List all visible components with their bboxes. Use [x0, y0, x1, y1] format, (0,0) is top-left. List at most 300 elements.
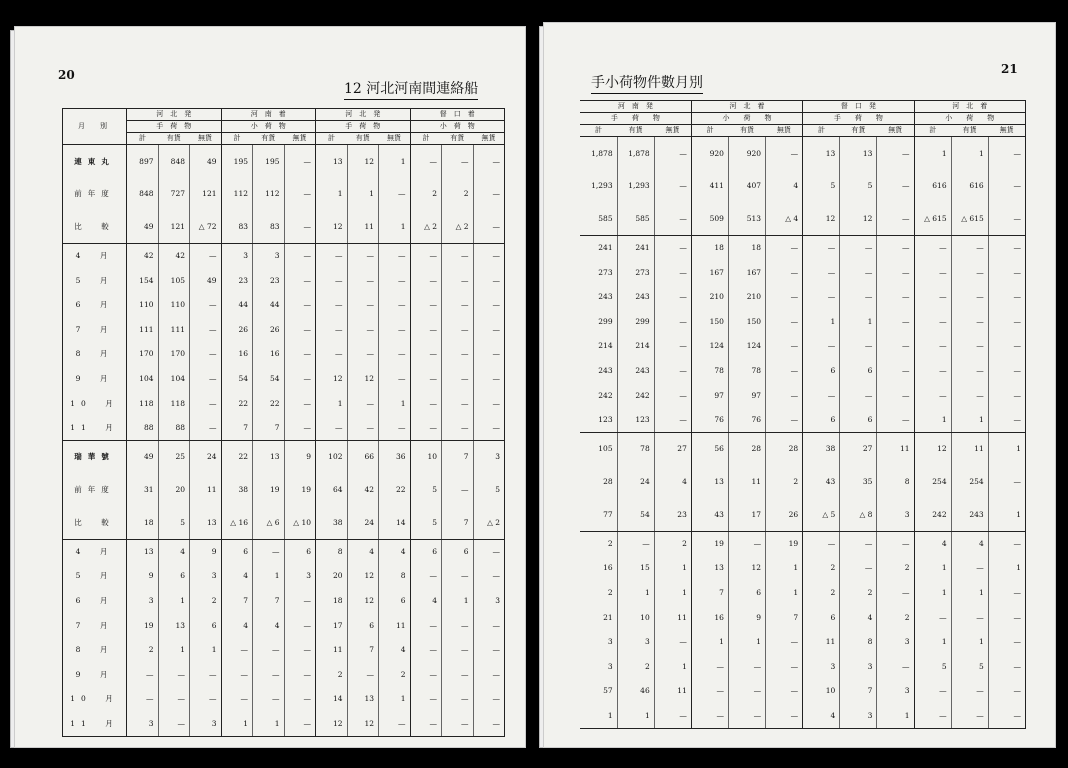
table-cell: — [877, 170, 914, 203]
table-cell: 3 [127, 588, 159, 613]
table-cell: 150 [691, 309, 728, 334]
table-cell: — [190, 391, 222, 416]
table-cell: 4 [803, 703, 840, 728]
table-cell: — [766, 679, 803, 704]
table-cell: — [473, 342, 505, 367]
table-cell: 1 [316, 178, 348, 211]
table-cell: 243 [617, 358, 654, 383]
table-cell: 17 [316, 613, 348, 638]
table-cell: 16 [580, 556, 617, 581]
table-cell: △ 72 [190, 211, 222, 244]
table-cell: — [877, 334, 914, 359]
table-cell: — [951, 605, 988, 630]
table-cell: 3 [284, 564, 316, 589]
table-cell: — [410, 687, 442, 712]
table-cell: 848 [158, 145, 190, 178]
table-cell: 13 [127, 539, 159, 564]
column-subgroup-header: 手 荷 物 [316, 121, 411, 133]
table-cell: 1 [253, 711, 285, 736]
column-header: 計 [580, 125, 617, 137]
table-row [63, 564, 505, 589]
table-cell: 4 [840, 605, 877, 630]
table-cell: — [988, 408, 1025, 433]
table-row [580, 334, 1026, 359]
table-cell: 35 [840, 465, 877, 498]
table-cell: — [442, 416, 474, 441]
table-cell: 42 [127, 244, 159, 269]
column-header: 有貨 [253, 133, 285, 145]
table-cell: 49 [190, 145, 222, 178]
table-cell: — [442, 638, 474, 663]
table-cell: 1 [988, 556, 1025, 581]
row-label: 8 月 [63, 342, 127, 367]
table-cell: — [473, 366, 505, 391]
row-label: 10 月 [63, 391, 127, 416]
table-row [63, 473, 505, 506]
table-cell: — [691, 654, 728, 679]
table-cell: — [410, 268, 442, 293]
table-cell: 3 [127, 711, 159, 736]
page-number: 21 [1001, 62, 1018, 76]
table-row [63, 178, 505, 211]
column-group-header: 督 口 着 [410, 109, 505, 121]
table-cell: 1 [766, 556, 803, 581]
table-cell: 2 [803, 580, 840, 605]
header-row [580, 101, 1026, 113]
table-cell: — [379, 244, 411, 269]
table-cell: 13 [158, 613, 190, 638]
data-table [580, 100, 1026, 729]
table-cell: — [803, 334, 840, 359]
table-cell: 42 [347, 473, 379, 506]
row-label: 前年度 [63, 178, 127, 211]
table-cell: 77 [580, 498, 617, 531]
table-cell: — [877, 531, 914, 556]
table-cell: 1 [840, 309, 877, 334]
table-cell: — [473, 711, 505, 736]
column-header: 有貨 [617, 125, 654, 137]
table-cell: 214 [580, 334, 617, 359]
table-cell: — [127, 662, 159, 687]
table-cell: — [316, 268, 348, 293]
table-cell: 2 [617, 654, 654, 679]
table-cell: — [442, 391, 474, 416]
table-cell: 4 [347, 539, 379, 564]
row-label: 11 月 [63, 416, 127, 441]
table-cell: 11 [728, 465, 765, 498]
table-cell: 5 [473, 473, 505, 506]
table-cell: — [284, 588, 316, 613]
table-cell: 273 [580, 260, 617, 285]
table-cell: 121 [158, 211, 190, 244]
header-row [580, 125, 1026, 137]
table-cell: 3 [473, 588, 505, 613]
table-cell: — [988, 605, 1025, 630]
table-cell: 2 [654, 531, 691, 556]
table-cell: 1 [803, 309, 840, 334]
table-cell: 150 [728, 309, 765, 334]
table-row [580, 285, 1026, 310]
table-cell: 20 [316, 564, 348, 589]
table-cell: 97 [728, 383, 765, 408]
table-cell: — [190, 317, 222, 342]
table-cell: — [877, 236, 914, 261]
table-cell: 4 [158, 539, 190, 564]
table-cell: 6 [347, 613, 379, 638]
table-cell: 616 [914, 170, 951, 203]
table-cell: 6 [410, 539, 442, 564]
table-cell: 2 [379, 662, 411, 687]
table-cell: — [473, 293, 505, 318]
row-label: 11 月 [63, 711, 127, 736]
table-cell: 7 [253, 588, 285, 613]
table-cell: — [379, 366, 411, 391]
column-header: 計 [221, 133, 253, 145]
table-cell: — [410, 564, 442, 589]
table-cell: 46 [617, 679, 654, 704]
table-cell: 7 [347, 638, 379, 663]
table-cell: 3 [190, 711, 222, 736]
table-cell: 411 [691, 170, 728, 203]
table-cell: — [988, 465, 1025, 498]
table-cell: 2 [316, 662, 348, 687]
table-row [580, 605, 1026, 630]
column-header: 計 [127, 133, 159, 145]
table-cell: — [914, 383, 951, 408]
table-cell: — [654, 408, 691, 433]
table-cell: — [951, 260, 988, 285]
table-title: 手小荷物件數月別 [591, 72, 703, 94]
table-cell: △ 2 [410, 211, 442, 244]
table-cell: 4 [410, 588, 442, 613]
table-cell: 44 [253, 293, 285, 318]
table-cell: 9 [284, 440, 316, 473]
table-cell: — [442, 564, 474, 589]
table-cell: 19 [284, 473, 316, 506]
table-cell: — [951, 679, 988, 704]
table-cell: 7 [221, 588, 253, 613]
table-cell: 13 [840, 137, 877, 170]
table-cell: — [951, 285, 988, 310]
table-cell: 24 [190, 440, 222, 473]
row-label: 比 較 [63, 211, 127, 244]
table-cell: 54 [253, 366, 285, 391]
table-cell: 2 [580, 531, 617, 556]
table-cell: — [473, 211, 505, 244]
table-cell: 7 [253, 416, 285, 441]
table-cell: 4 [253, 613, 285, 638]
table-cell: 19 [691, 531, 728, 556]
table-cell: 1 [951, 408, 988, 433]
table-cell: 57 [580, 679, 617, 704]
table-row [580, 236, 1026, 261]
table-cell: 11 [654, 605, 691, 630]
table-cell: — [654, 203, 691, 236]
table-cell: — [988, 260, 1025, 285]
table-cell: — [840, 334, 877, 359]
table-cell: — [914, 334, 951, 359]
table-cell: 1 [617, 703, 654, 728]
column-group-header: 督 口 発 [803, 101, 914, 113]
table-cell: 11 [316, 638, 348, 663]
table-cell: — [803, 236, 840, 261]
column-header: 無貨 [190, 133, 222, 145]
right-page [543, 22, 1056, 748]
table-cell: — [803, 383, 840, 408]
table-cell: — [379, 416, 411, 441]
table-row [580, 679, 1026, 704]
table-cell: 1 [654, 556, 691, 581]
table-row [63, 211, 505, 244]
table-cell: 1 [914, 408, 951, 433]
table-cell: 112 [253, 178, 285, 211]
table-cell: 12 [316, 711, 348, 736]
table-cell: 26 [221, 317, 253, 342]
table-cell: — [766, 334, 803, 359]
table-cell: — [877, 260, 914, 285]
table-cell: — [691, 703, 728, 728]
table-cell: 167 [691, 260, 728, 285]
table-cell: — [410, 391, 442, 416]
table-cell: 49 [127, 440, 159, 473]
table-cell: — [654, 170, 691, 203]
table-cell: — [951, 703, 988, 728]
table-cell: — [654, 137, 691, 170]
table-cell: — [410, 317, 442, 342]
table-cell: — [473, 662, 505, 687]
table-cell: — [190, 366, 222, 391]
column-group-header: 河 北 発 [127, 109, 222, 121]
table-row [63, 293, 505, 318]
table-cell: — [988, 630, 1025, 655]
table-cell: 6 [221, 539, 253, 564]
table-cell: 22 [253, 391, 285, 416]
table-cell: 22 [221, 440, 253, 473]
row-label: 瑞華號 [63, 440, 127, 473]
table-cell: 11 [190, 473, 222, 506]
table-cell: 6 [803, 408, 840, 433]
table-cell: 5 [410, 473, 442, 506]
month-header: 月 別 [63, 109, 127, 145]
table-cell: 4 [654, 465, 691, 498]
table-cell: — [442, 473, 474, 506]
table-cell: — [766, 137, 803, 170]
table-cell: — [379, 711, 411, 736]
table-cell: 2 [803, 556, 840, 581]
table-cell: 12 [728, 556, 765, 581]
table-cell: — [654, 358, 691, 383]
table-cell: 24 [617, 465, 654, 498]
table-cell: 243 [580, 358, 617, 383]
table-cell: 110 [158, 293, 190, 318]
table-row [580, 498, 1026, 531]
table-cell: 195 [221, 145, 253, 178]
column-group-header: 河 南 着 [221, 109, 316, 121]
column-header: 有貨 [951, 125, 988, 137]
table-cell: — [877, 203, 914, 236]
table-cell: — [473, 145, 505, 178]
table-cell: — [410, 613, 442, 638]
table-cell: — [951, 236, 988, 261]
table-cell: — [877, 285, 914, 310]
table-cell: 4 [379, 638, 411, 663]
table-cell: — [127, 687, 159, 712]
table-cell: 920 [691, 137, 728, 170]
table-cell: 6 [158, 564, 190, 589]
table-cell: 12 [316, 366, 348, 391]
table-cell: — [410, 366, 442, 391]
column-group-header: 河 北 着 [691, 101, 802, 113]
table-cell: — [379, 342, 411, 367]
table-cell: 509 [691, 203, 728, 236]
table-cell: — [442, 268, 474, 293]
table-row [63, 366, 505, 391]
table-cell: 16 [691, 605, 728, 630]
table-cell: 21 [580, 605, 617, 630]
table-cell: 210 [728, 285, 765, 310]
table-cell: 3 [580, 654, 617, 679]
table-cell: — [473, 268, 505, 293]
table-cell: — [410, 244, 442, 269]
table-cell: — [284, 662, 316, 687]
table-cell: 7 [442, 506, 474, 539]
table-cell: 1 [766, 580, 803, 605]
table-cell: 111 [127, 317, 159, 342]
column-header: 計 [316, 133, 348, 145]
table-cell: 78 [617, 432, 654, 465]
table-cell: △ 2 [442, 211, 474, 244]
table-cell: 3 [840, 703, 877, 728]
table-cell: — [284, 211, 316, 244]
table-cell: 78 [691, 358, 728, 383]
data-table [62, 108, 505, 737]
table-cell: — [410, 293, 442, 318]
table-cell: 7 [840, 679, 877, 704]
table-row [63, 539, 505, 564]
table-row [63, 416, 505, 441]
table-cell: 195 [253, 145, 285, 178]
table-cell: 27 [654, 432, 691, 465]
table-cell: 3 [253, 244, 285, 269]
table-cell: 38 [221, 473, 253, 506]
table-cell: 3 [877, 630, 914, 655]
table-cell: — [914, 703, 951, 728]
table-cell: — [654, 260, 691, 285]
row-label: 前年度 [63, 473, 127, 506]
table-cell: 44 [221, 293, 253, 318]
row-label: 9 月 [63, 662, 127, 687]
table-cell: — [473, 687, 505, 712]
table-cell: 3 [221, 244, 253, 269]
table-cell: — [284, 366, 316, 391]
row-label: 5 月 [63, 564, 127, 589]
table-row [63, 588, 505, 613]
table-cell: 43 [803, 465, 840, 498]
table-cell: — [284, 268, 316, 293]
table-cell: △ 10 [284, 506, 316, 539]
table-cell: 1 [914, 556, 951, 581]
table-cell: — [766, 236, 803, 261]
table-cell: 97 [691, 383, 728, 408]
table-cell: — [347, 244, 379, 269]
column-group-header: 河 北 着 [914, 101, 1026, 113]
table-cell: 254 [951, 465, 988, 498]
table-cell: 1 [877, 703, 914, 728]
table-cell: 23 [221, 268, 253, 293]
row-label: 7 月 [63, 613, 127, 638]
table-cell: 11 [877, 432, 914, 465]
table-row [63, 317, 505, 342]
table-cell: — [442, 342, 474, 367]
table-cell: 5 [410, 506, 442, 539]
table-cell: 105 [580, 432, 617, 465]
table-cell: 124 [691, 334, 728, 359]
table-cell: 124 [728, 334, 765, 359]
table-cell: — [877, 309, 914, 334]
table-cell: — [284, 687, 316, 712]
table-cell: — [442, 145, 474, 178]
table-cell: 18 [127, 506, 159, 539]
table-cell: 1 [379, 687, 411, 712]
table-cell: 2 [840, 580, 877, 605]
table-cell: — [473, 391, 505, 416]
table-cell: 1 [691, 630, 728, 655]
column-header: 無貨 [988, 125, 1025, 137]
table-cell: 43 [691, 498, 728, 531]
table-cell: — [284, 416, 316, 441]
table-cell: — [442, 293, 474, 318]
table-cell: — [914, 285, 951, 310]
table-cell: — [617, 531, 654, 556]
table-cell: △ 4 [766, 203, 803, 236]
table-cell: 12 [347, 711, 379, 736]
table-cell: — [347, 293, 379, 318]
table-row [580, 408, 1026, 433]
table-cell: 78 [728, 358, 765, 383]
table-cell: — [284, 342, 316, 367]
table-cell: — [914, 236, 951, 261]
table-cell: 6 [442, 539, 474, 564]
table-cell: 241 [617, 236, 654, 261]
table-cell: — [728, 654, 765, 679]
table-cell: 3 [840, 654, 877, 679]
table-cell: — [410, 638, 442, 663]
table-cell: 56 [691, 432, 728, 465]
table-cell: 1 [190, 638, 222, 663]
table-cell: — [253, 687, 285, 712]
header-row [580, 113, 1026, 125]
table-cell: — [840, 383, 877, 408]
table-cell: 242 [580, 383, 617, 408]
table-cell: — [951, 358, 988, 383]
table-cell: 1 [316, 391, 348, 416]
table-cell: 1 [951, 580, 988, 605]
table-cell: 23 [253, 268, 285, 293]
table-cell: — [988, 334, 1025, 359]
table-cell: — [221, 662, 253, 687]
table-cell: — [410, 711, 442, 736]
table-cell: 4 [221, 613, 253, 638]
left-page [14, 26, 526, 748]
row-label: 6 月 [63, 293, 127, 318]
column-header: 無貨 [877, 125, 914, 137]
table-cell: 1 [379, 145, 411, 178]
table-cell: — [442, 613, 474, 638]
table-cell: 170 [127, 342, 159, 367]
column-subgroup-header: 手 荷 物 [580, 113, 691, 125]
table-cell: — [347, 268, 379, 293]
column-header: 計 [914, 125, 951, 137]
